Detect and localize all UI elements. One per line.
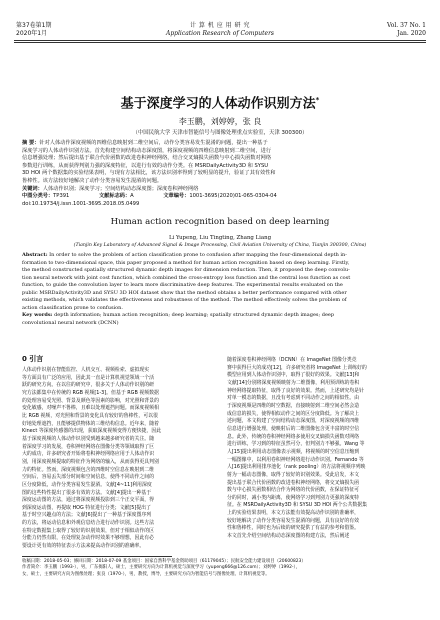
footnote-line: 作者简介：李玉鹏（1993-），男，广东揭阳人，硕士，主要研究方向为计算机视觉与深度学习（yupeng666@126.com）；刘婷婷（1992-）， <box>22 565 301 571</box>
abstract-cn-line: 3D HOI 两个数据集的实验结果表明，与现有方法相比，该方法识别率得到了较明显的提升，验证了其有效性和 <box>22 170 276 177</box>
abstract-en-line: tion neural network with joint cost function, which combined the cross-entropy loss function and the central loss function as cost <box>22 274 351 281</box>
body-line: 变化敏感，对噪声不鲁棒，且难以处理遮挡问题。而深度视频相 <box>22 405 159 412</box>
body-line: 跃的研究方向。在以往的研究中，很多关于人体动作识别的研 <box>22 382 155 389</box>
keywords-en-label: Key words: <box>22 312 53 318</box>
body-line: 别，用深度视频提取的特征作为网络的输入，从而获得更具判别 <box>22 458 159 465</box>
abstract-en-line: action classification prone to confusion. <box>22 304 123 311</box>
abstract-en-line: function, to guide the convolution layer to learn more discriminative deep features. The experimental results evaluated on the <box>22 282 343 288</box>
body-line: 好地处理遮挡，且能够提供物体的三维结构信息。近年来，随着 <box>22 420 159 427</box>
body-line: 等方面具有广泛的应用，因此其一直是计算机视觉领域一个活 <box>22 374 155 381</box>
header-date-cn: 2020年1月 <box>16 30 48 37</box>
abstract-en-label: Abstract: <box>22 252 48 258</box>
body-line: 神经网络提取特征，取得了良好的效果。然而，上述研究均是针 <box>227 387 364 394</box>
body-line: 要设计更有效的特征表示方法来提高动作识别的准确率。 <box>22 543 145 550</box>
body-line: 信息进行增强处理，使映射后的二维图像包含更丰富的时空信 <box>227 425 360 432</box>
body-line: 图的这些特性提出了很多有效的方法。文献[4]提出一种基于 <box>22 489 152 496</box>
header-rule-thin <box>14 42 426 43</box>
abstract-en-line: Abstract: In order to solve the problem of action classification prone to confusion after mapping the four-dimensional depth in- <box>22 252 347 258</box>
article-number: 1001-3695(2020)01-065-0304-04 <box>189 193 277 200</box>
header-date-en: Jan. 2020 <box>397 30 426 37</box>
body-line: 息。此外，传统的卷积神经网络多使用交叉熵损失函数对网络 <box>227 433 360 440</box>
abstract-en-line: public MSRDailyActivity3D and SYSU 3D HOI dataset show that the method obtains a better performance compared with other <box>22 289 347 296</box>
clc-number: TP391 <box>53 193 70 200</box>
body-line: 力的特征。然而，深度视频包含的四维时空信息在映射到二维 <box>22 466 155 473</box>
body-line: 于深度视频是四维的时空数据，直接映射到二维空间必然会造 <box>227 402 360 409</box>
abstract-cn-line: 参数进行训练，从而获得判别力强的深度特征，以进行有效的动作分类。在 MSRDailyActivity3D 和 SYSU <box>22 162 269 169</box>
body-line: 射为一幅动态图像，取得了较好的识别效果。受此启发，本文 <box>227 471 360 478</box>
header-volume-en: Vol. 37 No. 1 <box>386 22 426 29</box>
body-line: 基于深度视频的人体动作识别受到越来越多研究者的关注。随 <box>22 435 155 442</box>
body-line: 文献[14]分别将深度视频映射为二维图像，利用预训练的卷积 <box>227 379 360 386</box>
body-line: 的方法，将运动信息和外观信息结合进行动作识别。这些方法 <box>22 520 155 527</box>
header-journal-cn: 计 算 机 应 用 研 究 <box>190 22 250 29</box>
body-line: 分能力仍然有限，在处理复杂动作时效果不够理想，因此有必 <box>22 535 155 542</box>
body-line: 随着深度卷积神经网络（DCNN）在 ImageNet 图像分类竞 <box>227 357 357 363</box>
left-column <box>22 367 214 551</box>
abstract-cn-line: 摘 要：针对人体动作深度视频的四维信息映射到二维空间后，动作分类容易发生混淆的问题，提出一种基于 <box>22 140 268 146</box>
body-line: 本文首先介绍空间结构动态深度图的构建方法，然后阐述 <box>227 533 350 540</box>
paper-title-cn <box>0 92 440 112</box>
abstract-en <box>22 252 418 327</box>
footnote-line: 收稿日期：2018-05-03；修回日期：2018-07-09 基金项目：国家自然科学基金资助项目（61179045）；民航安全能力建设项目（20600823） <box>22 559 306 564</box>
title-footnote-mark: * <box>315 96 320 104</box>
body-line: 一幅图像中，以利用卷积神经网络进行动作识别。Fernando 等 <box>227 456 364 463</box>
footnote-line: 女，硕士，主要研究方向为图像处理；张良（1970-），男，教授，博导，主要研究方向为智能信号与图像处理、计算机视觉等。 <box>22 571 270 577</box>
body-line: 征。在 MSRDailyActivity3D 和 SYSU 3D HOI 两个公共数据集 <box>227 502 368 509</box>
body-line: 区分度降低，动作分类容易发生混淆。文献[4~11]利用深度 <box>22 481 152 488</box>
body-line: 究方法都集中在传统的 RGB 视频[1-3]。但基于 RGB 视频数据 <box>22 389 159 396</box>
body-line: 进行训练，学习到的特征虽然可分，但判别力不够强。Wang 等 <box>227 441 365 448</box>
doi: doi:10.19734/j.issn.1001-3695.2018.05.0499 <box>22 200 140 207</box>
body-line: 比 RGB 视频，对光照和背景的变化具有较好的鲁棒性，可以很 <box>22 412 158 419</box>
abstract-en-line: formation to two-dimensional space, this paper proposed a method for human action recognition based on deep learning. Firstly, <box>22 259 350 266</box>
abstract-cn-label: 摘 要： <box>22 140 40 146</box>
body-line: 人[16]提出利用排序池化（rank pooling）的方法将视频序列映 <box>227 464 366 471</box>
body-line: 的处理容易受光照、背景及颜色等因素的影响，对光照和背景的 <box>22 397 159 404</box>
abstract-cn <box>22 140 418 208</box>
header-journal-en: Application Research of Computers <box>165 30 275 37</box>
body-line: 人[15]提出利用动态图像表示视频，将视频的时空信息压缩到 <box>227 448 360 455</box>
right-column <box>227 357 419 541</box>
abstract-cn-line: 信息增强处理；然后提出基于联合代价函数的改进卷积神经网络，结合交叉熵损失函数与中心损失函数对网络 <box>22 155 272 162</box>
abstract-cn-line: 深度学习的人体动作识别方法。首先构建空间结构动态深度图，将深度视频的四维信息映射到二维空间，进行 <box>22 147 272 154</box>
footnote <box>22 559 420 578</box>
body-line: 赛中获得巨大的成功[12]，许多研究者将 ImageNet 上训练好的 <box>227 364 367 371</box>
section-title: 0 引言 <box>22 355 44 363</box>
affiliation-cn: （中国民航大学 天津市智能信号与图像处理重点实验室，天津 300300） <box>132 130 308 136</box>
footnote-rule <box>22 556 172 557</box>
body-line: 大的成功，许多研究者开始将卷积神经网络应用于人体动作识 <box>22 451 155 458</box>
body-line: 人体动作识别在智能监控、人机交互、视频检索、虚拟现实 <box>22 367 150 373</box>
body-line: Kinect 等深度传感器的出现，获取深度视频变得方便快捷，因此 <box>22 428 162 435</box>
keywords-cn: 关键词：人体动作识别；深度学习；空间结构动态深度图；深度卷积神经网络 <box>22 185 199 192</box>
body-line: 数与中心损失函数相结合作为网络的代价函数，在保证特征可 <box>227 487 360 494</box>
document-code: A <box>130 193 134 200</box>
paper-title-en: Human action recognition based on deep learning <box>110 217 330 227</box>
authors-en: Li Yupeng, Liu Tingting, Zhang Liang <box>168 235 272 241</box>
body-line: 上的实验结果表明，本文方法能有效提高动作识别的准确率， <box>227 510 360 517</box>
body-line: 深度运动图的方法，通过将深度视频投影到三个正交平面，得 <box>22 497 155 504</box>
body-line: 较好地解决了动作分类容易发生混淆的问题，具有良好的有效 <box>227 517 360 524</box>
abstract-en-line: existing methods, which validates the effectiveness and robustness of the method. The method effectively solves the problem of <box>22 297 347 303</box>
body-line: 述问题，本文构建了空间结构动态深度图，对深度视频的四维 <box>227 418 360 425</box>
body-line: 基于时空兴趣点的方法；文献[6]提出了一种基于深度图序列 <box>22 512 152 519</box>
body-line: 提出基于联合代价函数的改进卷积神经网络，将交叉熵损失函 <box>227 479 360 486</box>
body-line: 模型应用到人体动作识别中，取得了很好的效果。文献[13]和 <box>227 372 360 379</box>
body-line: 成信息的损失，使得相似动作之间的区分度降低。为了解决上 <box>227 410 360 417</box>
keywords-en: Key words: depth information; human action recognition; deep learning; spatially structured dynamic depth images; deep <box>22 312 335 318</box>
paper-title-cn-text: 基于深度学习的人体动作识别方法 <box>120 96 316 112</box>
affiliation-en: (Tianjin Key Laboratory of Advanced Signal & Image Processing, Civil Aviation University of China, Tianjin 300300, China) <box>73 243 367 248</box>
body-line: 到深度运动图，再提取 HOG 特征进行分类；文献[5]提出了 <box>22 504 151 511</box>
abstract-en-line: the method constructed spatially structured dynamic depth images for dimension reduction. Then, it proposed the deep convolu- <box>22 267 350 273</box>
keywords-en-line: convolutional neural network (DCNN) <box>22 319 119 326</box>
keywords-cn-label: 关键词： <box>22 185 43 192</box>
body-line: 对单一模态的数据，且没有考虑到不同动作之间的相似性。由 <box>227 395 360 402</box>
body-line: 空间后，容易丢失部分时间和空间信息，使得不同动作之间的 <box>22 474 155 481</box>
body-line: 性和鲁棒性，同时也为后续的研究提供了有益的参考和借鉴。 <box>227 525 360 532</box>
body-line: 在特定数据集上取得了较好的识别效果，但对于相似动作的区 <box>22 527 155 534</box>
classification-line: 中图分类号：TP391 文献标志码：A 文章编号：1001-3695(2020)01-065-0304-04 <box>22 193 277 200</box>
body-line: 着深度学习的发展，卷积神经网络在图像分类等领域取得了巨 <box>22 443 155 450</box>
header-volume-cn: 第37卷第1期 <box>16 22 52 29</box>
body-line: 分的同时，减小类内距离，使网络学习到判别力更强的深度特 <box>227 494 360 501</box>
abstract-cn-line: 鲁棒性。该方法较好地解决了动作分类容易发生混淆的问题。 <box>22 177 163 184</box>
authors-cn: 李玉鹏，刘婷婷，张 良 <box>178 117 262 126</box>
